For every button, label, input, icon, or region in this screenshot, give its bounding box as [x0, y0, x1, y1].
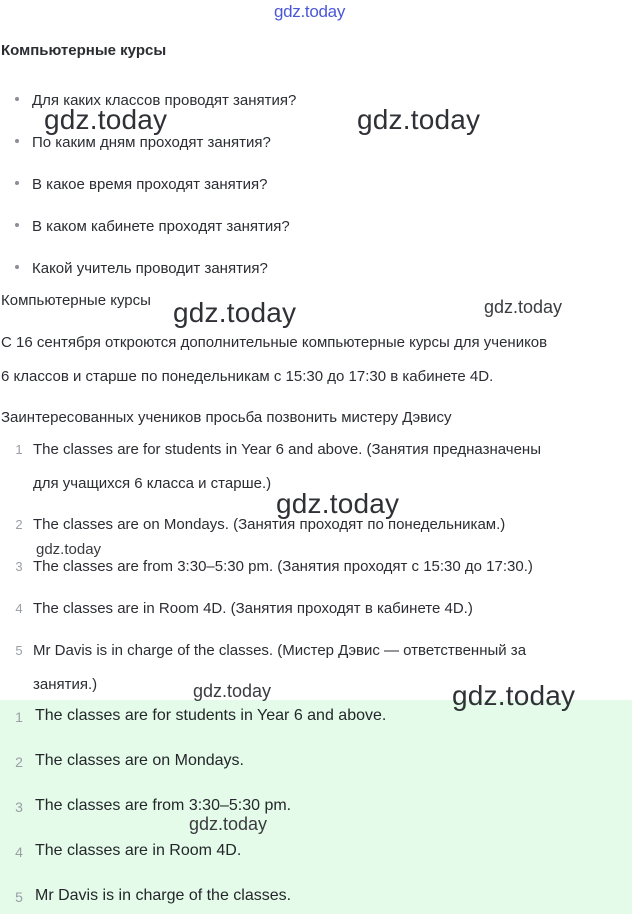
watermark: gdz.today	[189, 814, 268, 834]
bullet-icon	[15, 97, 19, 101]
answer-text: Mr Davis is in charge of the classes.	[35, 887, 292, 904]
answer-text: The classes are for students in Year 6 and above.	[35, 707, 387, 724]
question-item	[15, 134, 271, 151]
question-item	[15, 260, 268, 277]
answer-number: 5	[15, 889, 23, 905]
item-number: 4	[15, 601, 23, 616]
answer-number: 2	[15, 754, 23, 770]
translation-line: The classes are for students in Year 6 and above. (Занятия предназначены	[33, 441, 541, 458]
translation-line: занятия.)	[33, 676, 98, 693]
translation-line: для учащихся 6 класса и старше.)	[33, 475, 272, 492]
answer-number: 3	[15, 799, 23, 815]
answer-text: The classes are from 3:30–5:30 pm.	[35, 797, 292, 814]
question-text: Для каких классов проводят занятия?	[32, 92, 297, 109]
translation-line: The classes are in Room 4D. (Занятия проходят в кабинете 4D.)	[33, 600, 473, 617]
question-text: Какой учитель проводит занятия?	[32, 260, 268, 277]
watermark: gdz.today	[484, 297, 563, 317]
bullet-icon	[15, 265, 19, 269]
item-number: 2	[15, 517, 23, 532]
item-number: 3	[15, 559, 23, 574]
translation-line: Mr Davis is in charge of the classes. (Мистер Дэвис — ответственный за	[33, 642, 527, 659]
translation-line: The classes are from 3:30–5:30 pm. (Занятия проходят с 15:30 до 17:30.)	[33, 558, 533, 575]
question-text: По каким дням проходят занятия?	[32, 134, 271, 151]
watermark: gdz.today	[276, 488, 400, 519]
bullet-icon	[15, 223, 19, 227]
watermark: gdz.today	[357, 104, 481, 135]
item-number: 1	[15, 442, 23, 457]
answer-number: 4	[15, 844, 23, 860]
bullet-icon	[15, 181, 19, 185]
answer-number: 1	[15, 709, 23, 725]
item-number: 5	[15, 643, 23, 658]
answer-text: The classes are in Room 4D.	[35, 842, 242, 859]
question-text: В какое время проходят занятия?	[32, 176, 268, 193]
site-logo[interactable]: gdz.today	[274, 2, 346, 21]
watermark: gdz.today	[452, 680, 576, 711]
bullet-icon	[15, 139, 19, 143]
translation-line: The classes are on Mondays. (Занятия проходят по понедельникам.)	[33, 516, 506, 533]
question-item	[15, 218, 290, 235]
watermark: gdz.today	[36, 541, 102, 558]
notice-line: С 16 сентября откроются дополнительные компьютерные курсы для учеников	[1, 334, 548, 351]
question-item	[15, 176, 267, 193]
watermark: gdz.today	[44, 104, 168, 135]
notice-title: Компьютерные курсы	[1, 292, 151, 309]
watermark: gdz.today	[173, 297, 297, 328]
page-heading: Компьютерные курсы	[1, 42, 167, 59]
watermark: gdz.today	[193, 681, 272, 701]
answer-text: The classes are on Mondays.	[35, 752, 244, 769]
notice-line: 6 классов и старше по понедельникам с 15:30 до 17:30 в кабинете 4D.	[1, 368, 494, 385]
question-text: В каком кабинете проходят занятия?	[32, 218, 290, 235]
notice-line: Заинтересованных учеников просьба позвонить мистеру Дэвису	[1, 409, 452, 426]
